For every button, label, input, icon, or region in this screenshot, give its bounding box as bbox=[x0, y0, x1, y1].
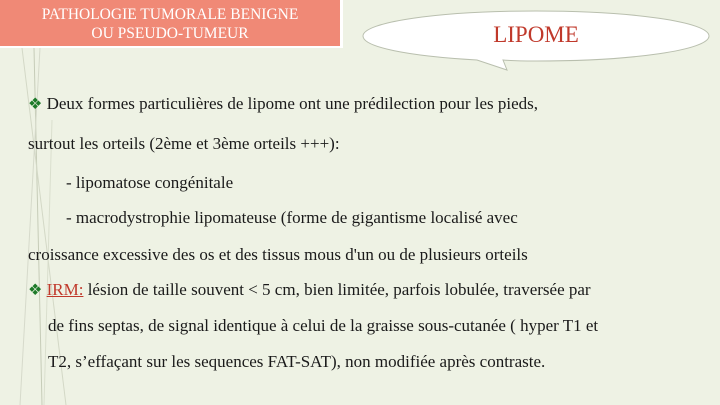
section-header bbox=[0, 0, 343, 48]
list-item-macrodystrophie-continued: croissance excessive des os et des tissus mous d'un ou de plusieurs orteils bbox=[28, 245, 528, 264]
list-item-macrodystrophie: - macrodystrophie lipomateuse (forme de gigantisme localisé avec bbox=[66, 208, 518, 227]
diamond-bullet-icon: ❖ bbox=[28, 96, 43, 113]
paragraph-1-line-2: surtout les orteils (2ème et 3ème orteils +++): bbox=[28, 134, 340, 153]
irm-label: IRM: bbox=[46, 280, 84, 299]
paragraph-2-line-2: de fins septas, de signal identique à celui de la graisse sous-cutanée ( hyper T1 et bbox=[48, 316, 599, 335]
section-header-line-1: PATHOLOGIE TUMORALE BENIGNE bbox=[41, 6, 299, 23]
paragraph-2-line-1: ❖ IRM: lésion de taille souvent < 5 cm, bien limitée, parfois lobulée, traversée par bbox=[28, 280, 591, 299]
list-item-lipomatose: - lipomatose congénitale bbox=[66, 173, 234, 192]
slide-title: LIPOME bbox=[493, 22, 579, 47]
section-header-line-2: OU PSEUDO-TUMEUR bbox=[91, 25, 249, 42]
paragraph-2-line-3: T2, s’effaçant sur les sequences FAT-SAT), non modifiée après contraste. bbox=[48, 352, 546, 371]
paragraph-1-line-1: ❖ Deux formes particulières de lipome ont une prédilection pour les pieds, bbox=[28, 94, 539, 113]
diamond-bullet-icon: ❖ bbox=[28, 282, 43, 299]
